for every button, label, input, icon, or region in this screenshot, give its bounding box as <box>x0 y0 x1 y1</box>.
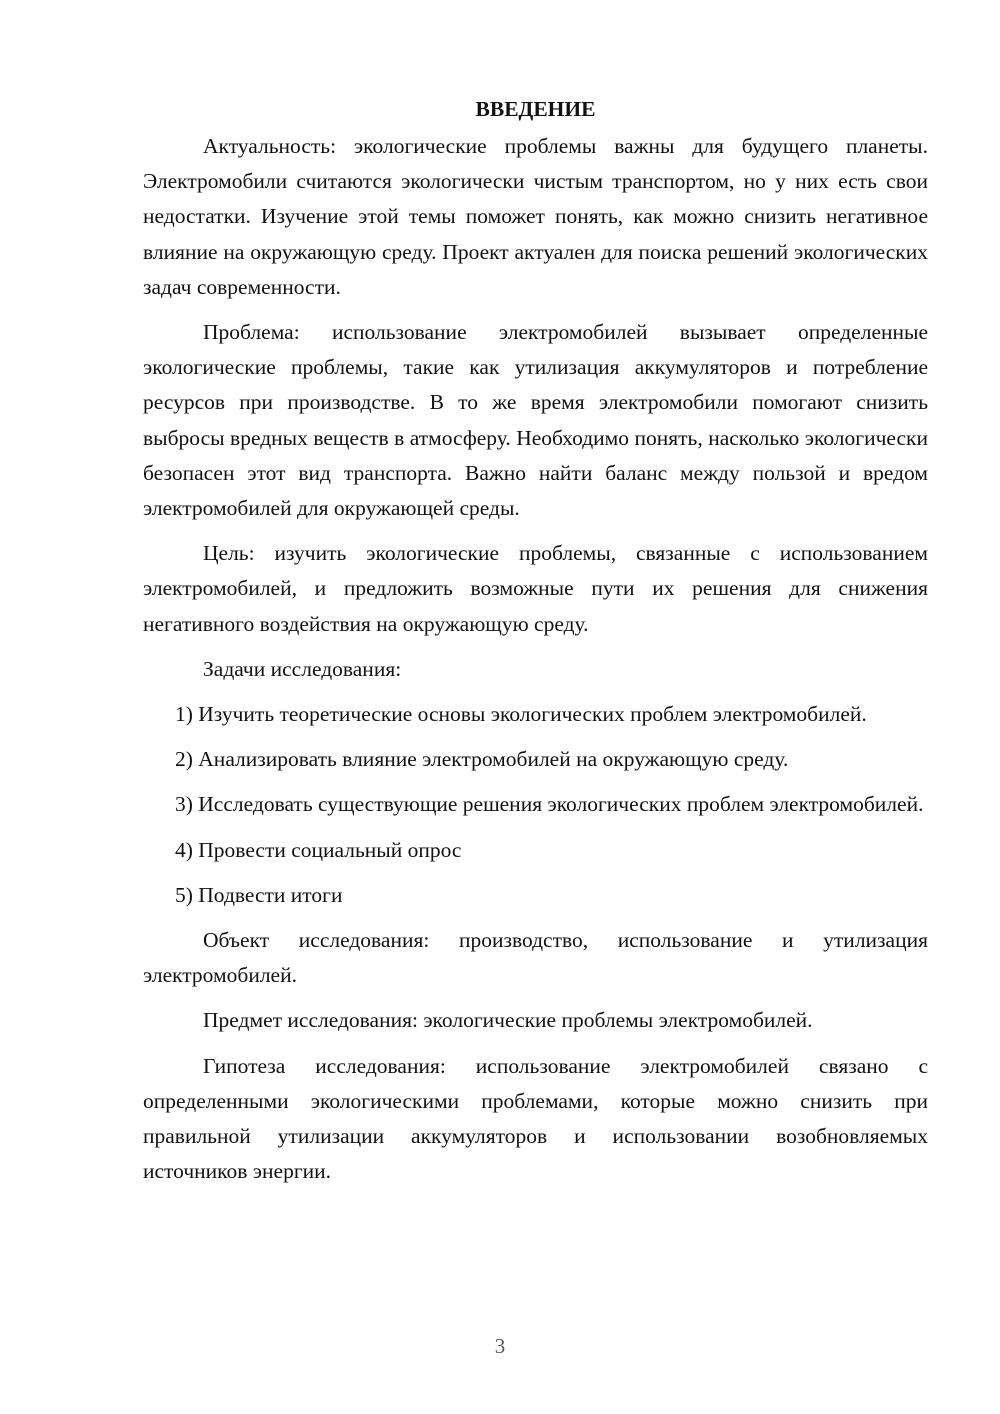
task-item-2: 2) Анализировать влияние электромобилей на окружающую среду. <box>175 747 789 772</box>
task-item-3: 3) Исследовать существующие решения экологических проблем электромобилей. <box>175 792 924 817</box>
hypothesis-paragraph: Гипотеза исследования: использование электромобилей связано с определенными экологическими проблемами, которые можно снизить при правильной утилизации аккумуляторов и использовании возобновляемых источников энергии. <box>143 1053 928 1184</box>
relevance-paragraph: Актуальность: экологические проблемы важны для будущего планеты. Электромобили считаются экологически чистым транспортом, но у них есть свои недостатки. Изучение этой темы поможет понять, как можно снизить негативное влияние на окружающую среду. Проект актуален для поиска решений экологических задач современности. <box>143 134 928 299</box>
task-item-1: 1) Изучить теоретические основы экологических проблем электромобилей. <box>175 702 867 727</box>
tasks-heading: Задачи исследования: <box>203 656 402 681</box>
problem-paragraph: Проблема: использование электромобилей вызывает определенные экологические проблемы, такие как утилизация аккумуляторов и потребление ресурсов при производстве. В то же время электромобили помогают снизить выбросы вредных веществ в атмосферу. Необходимо понять, насколько экологически безопасен этот вид транспорта. Важно найти баланс между пользой и вредом электромобилей для окружающей среды. <box>143 320 928 521</box>
goal-paragraph: Цель: изучить экологические проблемы, связанные с использованием электромобилей, и предложить возможные пути их решения для снижения негативного воздействия на окружающую среду. <box>143 541 928 636</box>
page-number: 3 <box>494 1334 506 1358</box>
task-item-4: 4) Провести социальный опрос <box>175 837 462 862</box>
subject-paragraph: Предмет исследования: экологические проблемы электромобилей. <box>203 1008 813 1033</box>
object-paragraph: Объект исследования: производство, использование и утилизация электромобилей. <box>143 928 928 988</box>
task-item-5: 5) Подвести итоги <box>175 882 343 907</box>
page-content <box>143 92 928 1199</box>
section-title: ВВЕДЕНИЕ <box>475 97 596 121</box>
